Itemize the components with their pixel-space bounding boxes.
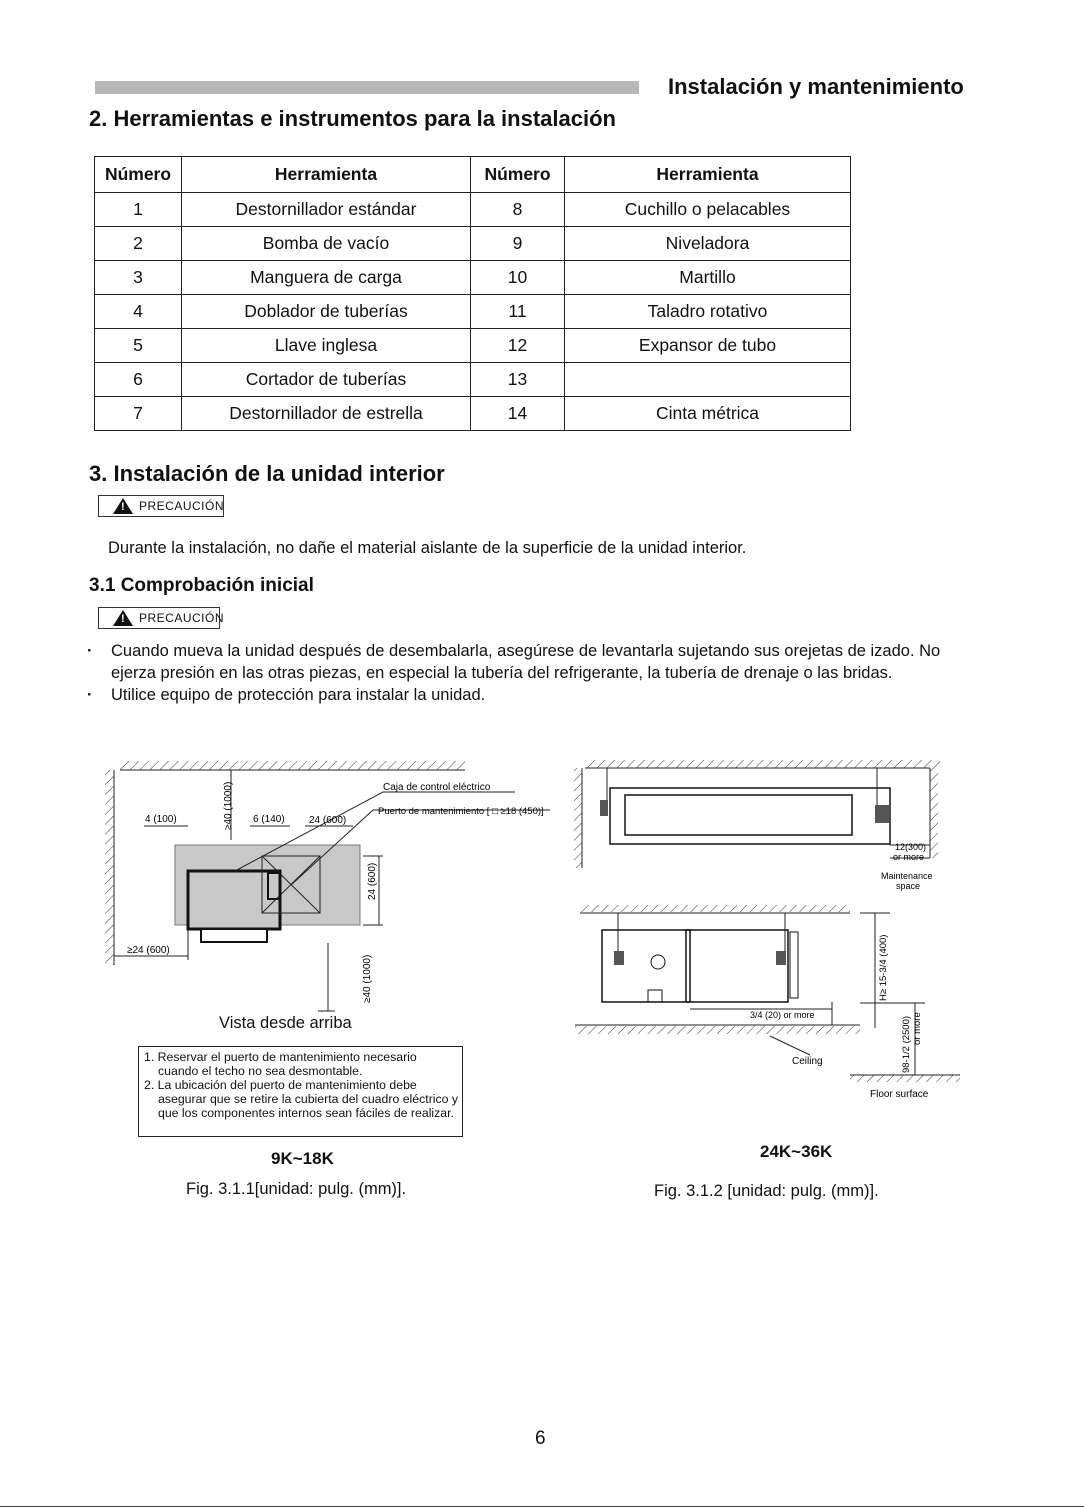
table-cell: Destornillador estándar [182, 193, 471, 227]
unit-side-view [602, 930, 690, 1002]
footer-line [0, 1506, 1084, 1507]
figure-2-side-view-diagram [570, 755, 970, 1105]
table-row [95, 295, 851, 329]
header-number-1: Número [95, 157, 182, 193]
table-cell: 3 [95, 261, 182, 295]
table-cell: Niveladora [565, 227, 851, 261]
table-cell: Martillo [565, 261, 851, 295]
table-cell: Taladro rotativo [565, 295, 851, 329]
maint-port-label: Puerto de mantenimiento [ □ ≥18 (450)] [378, 806, 544, 817]
table-cell: Destornillador de estrella [182, 397, 471, 431]
header-number-2: Número [471, 157, 565, 193]
table-row [95, 363, 851, 397]
table-cell: 12 [471, 329, 565, 363]
table-cell: Doblador de tuberías [182, 295, 471, 329]
table-cell: 5 [95, 329, 182, 363]
table-cell: 8 [471, 193, 565, 227]
table-cell: 6 [95, 363, 182, 397]
table-cell: Cuchillo o pelacables [565, 193, 851, 227]
table-cell: 1 [95, 193, 182, 227]
table-row [95, 193, 851, 227]
section-3-caution-text: Durante la instalación, no dañe el material aislante de la superficie de la unidad interior. [108, 539, 747, 557]
table-cell: Manguera de carga [182, 261, 471, 295]
table-cell: 11 [471, 295, 565, 329]
caution-text: PRECAUCIÓN [139, 499, 225, 513]
view-label: Vista desde arriba [219, 1014, 352, 1032]
clearance-label: 12(300) [895, 842, 927, 852]
tools-table [94, 156, 851, 431]
bullet-list [87, 640, 982, 706]
caution-label-2 [98, 607, 225, 629]
bullet-item: · Cuando mueva la unidad después de desembalarla, asegúrese de levantarla sujetando sus orejetas de izado. No ejerza presión en las otras piezas, en especial la tubería del refrigerante, la tubería de drenaje o las bridas. [87, 640, 982, 684]
section-3-title: 3. Instalación de la unidad interior [89, 461, 445, 486]
ceiling-label: Ceiling [792, 1056, 823, 1067]
table-cell: 14 [471, 397, 565, 431]
page-header-title: Instalación y mantenimiento [668, 74, 964, 99]
table-row [95, 329, 851, 363]
table-cell: 4 [95, 295, 182, 329]
height-label: H≥ 15-3/4 (400) [878, 934, 889, 1001]
dim-wall: ≥24 (600) [127, 945, 170, 956]
dim-left: 4 (100) [145, 814, 177, 825]
warning-icon [113, 498, 133, 514]
table-cell: 7 [95, 397, 182, 431]
figure-1-caption: Fig. 3.1.1[unidad: pulg. (mm)]. [186, 1180, 407, 1198]
gap-label: 3/4 (20) or more [750, 1010, 815, 1020]
table-cell: Llave inglesa [182, 329, 471, 363]
dim-24a: 24 (600) [309, 815, 347, 826]
header-tool-2: Herramienta [565, 157, 851, 193]
dim-top: ≥40 (1000) [223, 781, 234, 830]
section-2-title: 2. Herramientas e instrumentos para la instalación [89, 106, 616, 131]
table-row [95, 397, 851, 431]
table-cell: 9 [471, 227, 565, 261]
table-cell: 2 [95, 227, 182, 261]
table-cell: Expansor de tubo [565, 329, 851, 363]
figure-1-model: 9K~18K [271, 1149, 334, 1168]
space-label: space [896, 881, 921, 891]
header-tool-1: Herramienta [182, 157, 471, 193]
note-item: 1. Reservar el puerto de mantenimiento necesario cuando el techo no sea desmontable. [144, 1050, 417, 1078]
figure-2-caption: Fig. 3.1.2 [unidad: pulg. (mm)]. [654, 1182, 879, 1200]
warning-icon [113, 610, 133, 626]
clearance-more: or more [893, 852, 925, 862]
maintenance-label: Maintenance [881, 871, 933, 881]
dim-6: 6 (140) [253, 814, 285, 825]
floor-label: Floor surface [870, 1089, 929, 1100]
header-bar [95, 81, 639, 94]
figure-1-notes [138, 1046, 463, 1137]
floor-height-more: or more [912, 1012, 923, 1045]
table-cell: Cinta métrica [565, 397, 851, 431]
table-cell: Bomba de vacío [182, 227, 471, 261]
note-item: 2. La ubicación del puerto de mantenimiento debe asegurar que se retire la cubierta del cuadro eléctrico y que los componentes internos sean fáciles de realizar. [144, 1077, 459, 1120]
figure-1-top-view-diagram [95, 755, 565, 1045]
table-row [95, 227, 851, 261]
table-cell: Cortador de tuberías [182, 363, 471, 397]
figure-2-model: 24K~36K [760, 1142, 833, 1161]
page-number: 6 [535, 1428, 546, 1449]
section-3-1-title: 3.1 Comprobación inicial [89, 575, 314, 596]
dim-bottom: ≥40 (1000) [362, 954, 373, 1003]
table-row [95, 261, 851, 295]
indoor-unit-outline [188, 871, 280, 929]
dim-24v: 24 (600) [367, 862, 378, 900]
wall-hatch-left [105, 770, 114, 965]
caution-text: PRECAUCIÓN [139, 611, 225, 625]
table-header-row [95, 157, 851, 193]
wall-hatch-top [120, 761, 465, 770]
control-box-label: Caja de control eléctrico [383, 782, 491, 793]
table-cell [565, 363, 851, 397]
table-cell: 10 [471, 261, 565, 295]
bullet-item: · Utilice equipo de protección para instalar la unidad. [87, 684, 982, 706]
floor-height-label: 98-1/2 (2500) [901, 1015, 912, 1073]
caution-label-1 [98, 495, 224, 517]
table-cell: 13 [471, 363, 565, 397]
